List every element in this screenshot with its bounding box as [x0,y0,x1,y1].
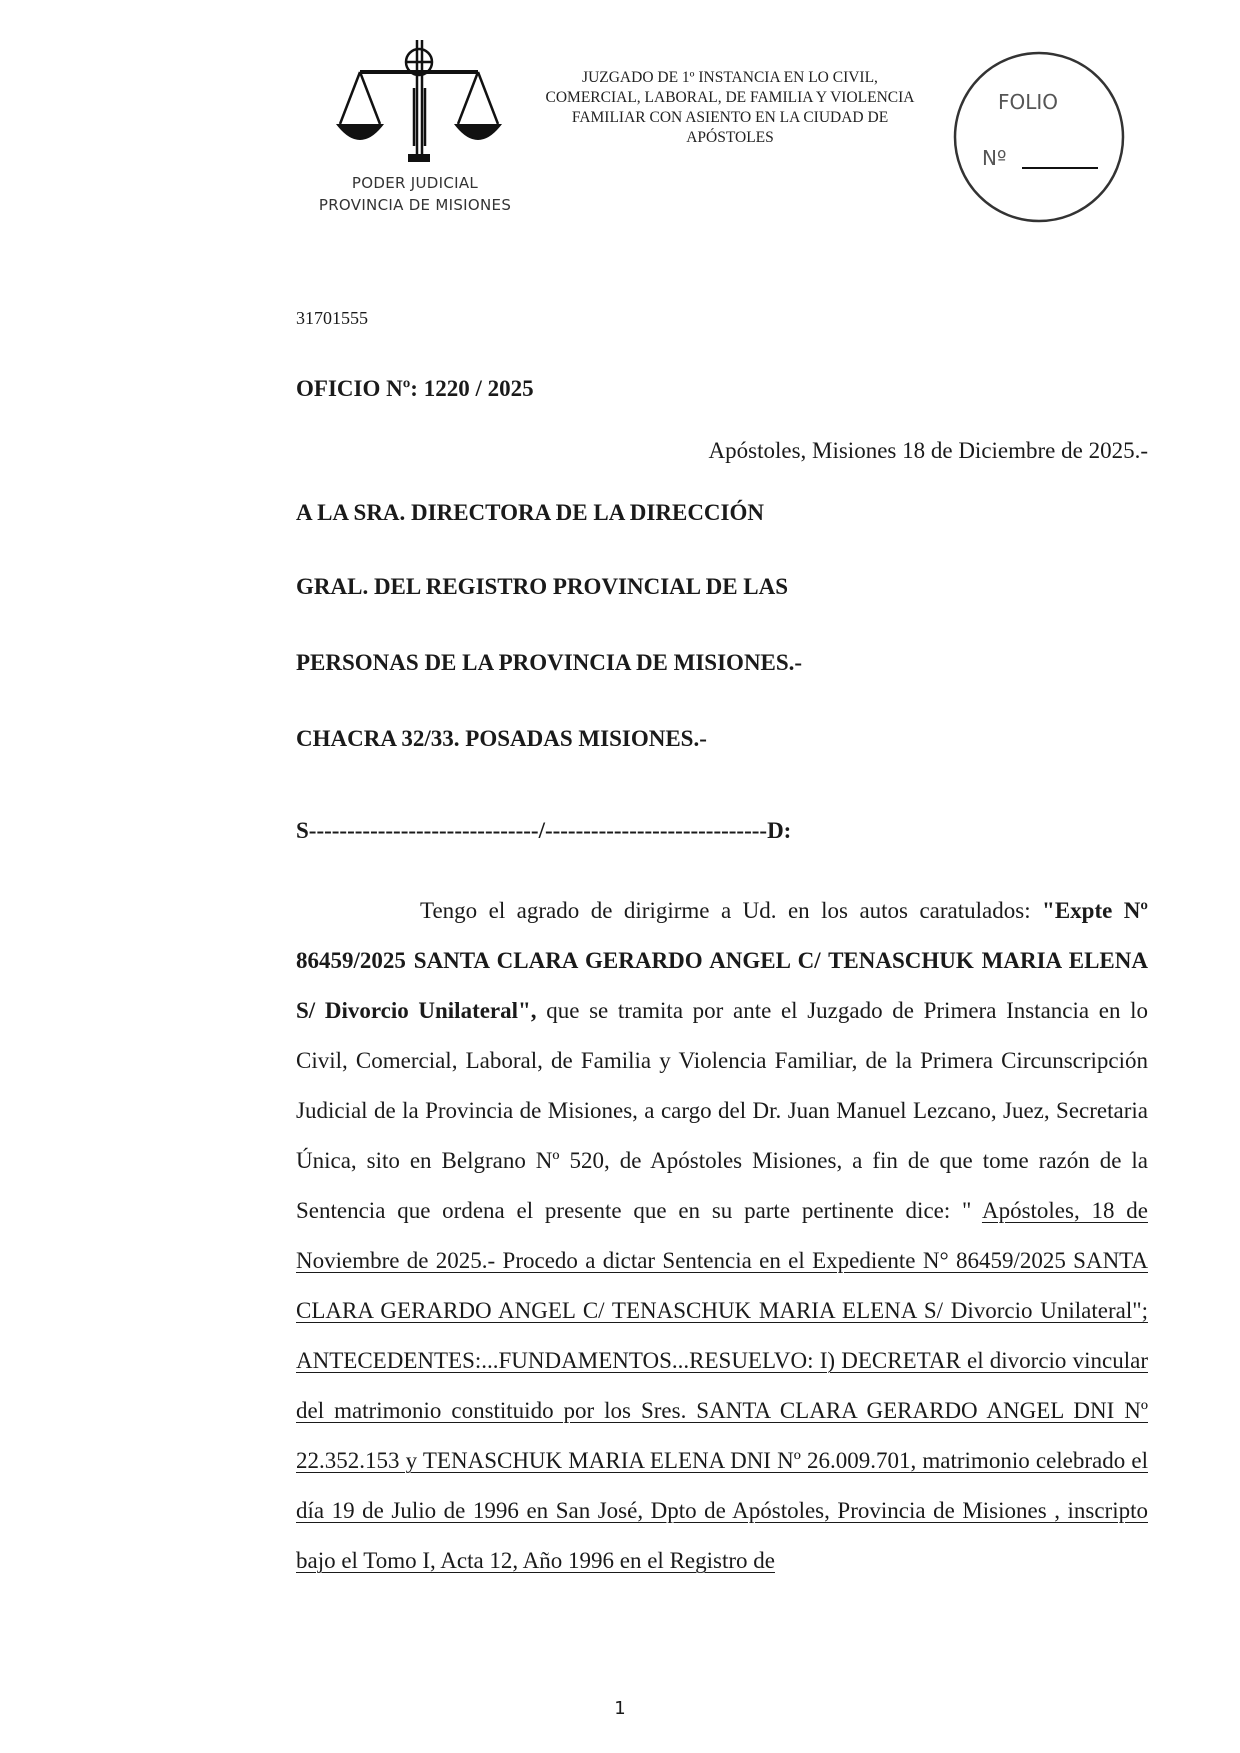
addressee-line: A LA SRA. DIRECTORA DE LA DIRECCIÓN [296,500,764,525]
salutation: S------------------------------/-----------------------------D: [296,818,792,843]
court-line: APÓSTOLES [686,129,774,146]
folio-stamp [950,48,1128,226]
addressee-line: GRAL. DEL REGISTRO PROVINCIAL DE LAS [296,574,789,599]
folio-number-label: Nº [982,146,1007,170]
logo-text-line-2: PROVINCIA DE MISIONES [318,196,512,214]
court-line: COMERCIAL, LABORAL, DE FAMILIA Y VIOLENCIA [545,89,915,106]
addressee-line: CHACRA 32/33. POSADAS MISIONES.- [296,726,707,751]
page-number: 1 [614,1698,626,1719]
poder-judicial-logo [300,28,530,218]
case-title: "Expte Nº 86459/2025 SANTA CLARA GERARDO ANGEL C/ TENASCHUK MARIA ELENA S/ Divorcio Unilateral", [296,898,1148,1023]
scales-of-justice-icon [332,28,502,178]
court-line: JUZGADO DE 1º INSTANCIA EN LO CIVIL, [582,69,878,86]
sentence-quote: Apóstoles, 18 de Noviembre de 2025.- Procedo a dictar Sentencia en el Expediente N° 86459/2025 SANTA CLARA GERARDO ANGEL C/ TENASCHUK MARIA ELENA S/ Divorcio Unilateral"; ANTECEDENTES:...FUNDAMENTOS...RESUELVO: I) DECRETAR el divorcio vincular del matrimonio constituido por los Sres. SANTA CLARA GERARDO ANGEL DNI Nº 22.352.153 y TENASCHUK MARIA ELENA DNI Nº 26.009.701, matrimonio celebrado el día 19 de Julio de 1996 en San José, Dpto de Apóstoles, Provincia de Misiones , inscripto bajo el Tomo I, Acta 12, Año 1996 en el Registro de [296,1198,1148,1573]
oficio-number: OFICIO Nº: 1220 / 2025 [296,376,534,401]
document-number: 31701555 [296,308,368,328]
court-line: FAMILIAR CON ASIENTO EN LA CIUDAD DE [571,109,889,126]
addressee-line: PERSONAS DE LA PROVINCIA DE MISIONES.- [296,650,803,675]
place-date: Apóstoles, Misiones 18 de Diciembre de 2025.- [708,438,1148,463]
court-name [520,68,940,148]
folio-circle [950,48,1128,226]
letter-body [296,886,1148,1586]
logo-text-line-1: PODER JUDICIAL [351,174,479,192]
body-intro: Tengo el agrado de dirigirme a Ud. en los autos caratulados: [420,898,1043,923]
body-text: que se tramita por ante el Juzgado de Primera Instancia en lo Civil, Comercial, Laboral, de Familia y Violencia Familiar, de la Primera Circunscripción Judicial de la Provincia de Misiones, a cargo del Dr. Juan Manuel Lezcano, Juez, Secretaria Única, sito en Belgrano Nº 520, de Apóstoles Misiones, a fin de que tome razón de la Sentencia que ordena el presente que en su parte pertinente dice: " [296,998,1148,1223]
folio-label: FOLIO [998,90,1059,114]
